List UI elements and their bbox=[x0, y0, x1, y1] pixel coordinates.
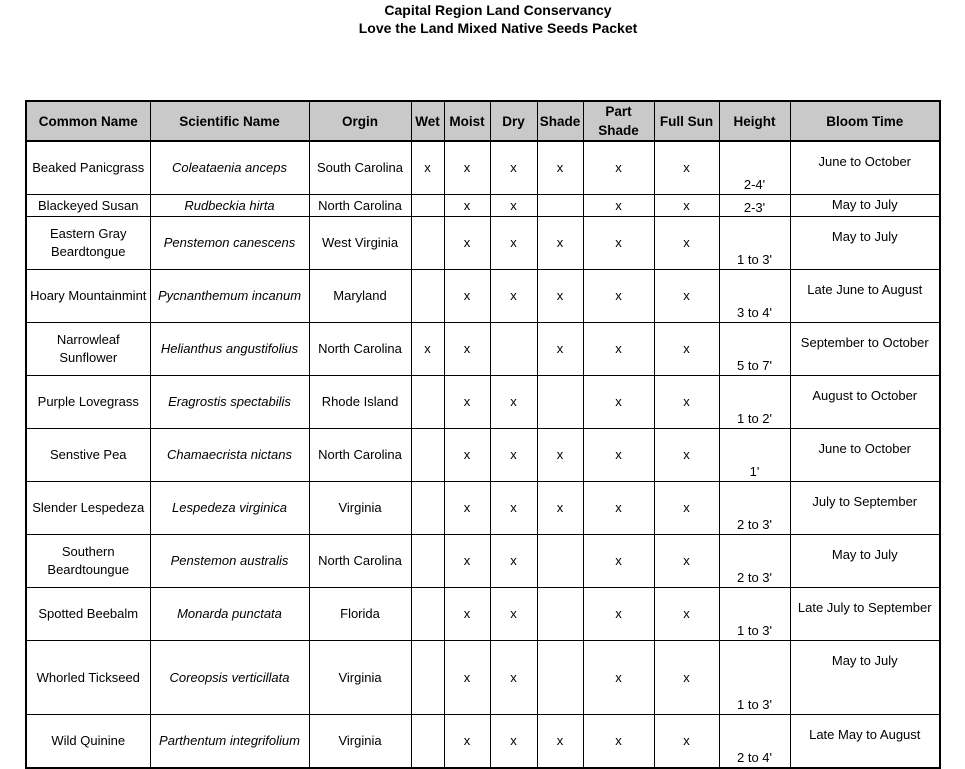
dry-cell: x bbox=[490, 429, 537, 482]
bloom-time-cell: Late June to August bbox=[790, 270, 940, 323]
shade-cell: x bbox=[537, 141, 583, 195]
dry-cell: x bbox=[490, 588, 537, 641]
common-name-cell: Blackeyed Susan bbox=[26, 195, 150, 217]
bloom-time-cell: Late July to September bbox=[790, 588, 940, 641]
full-sun-cell: x bbox=[654, 195, 719, 217]
part-shade-cell: x bbox=[583, 588, 654, 641]
full-sun-cell: x bbox=[654, 141, 719, 195]
shade-cell: x bbox=[537, 323, 583, 376]
bloom-time-cell: August to October bbox=[790, 376, 940, 429]
scientific-name-cell: Helianthus angustifolius bbox=[150, 323, 309, 376]
table-row bbox=[26, 535, 940, 588]
table-row bbox=[26, 270, 940, 323]
dry-cell: x bbox=[490, 270, 537, 323]
shade-cell: x bbox=[537, 482, 583, 535]
shade-cell bbox=[537, 641, 583, 715]
col-header-wet: Wet bbox=[411, 101, 444, 141]
origin-cell: Virginia bbox=[309, 641, 411, 715]
full-sun-cell: x bbox=[654, 535, 719, 588]
moist-cell: x bbox=[444, 217, 490, 270]
origin-cell: Virginia bbox=[309, 482, 411, 535]
origin-cell: Virginia bbox=[309, 715, 411, 769]
origin-cell: Maryland bbox=[309, 270, 411, 323]
origin-cell: North Carolina bbox=[309, 535, 411, 588]
moist-cell: x bbox=[444, 270, 490, 323]
table-row bbox=[26, 195, 940, 217]
common-name-cell: Narrowleaf Sunflower bbox=[26, 323, 150, 376]
scientific-name-cell: Chamaecrista nictans bbox=[150, 429, 309, 482]
origin-cell: North Carolina bbox=[309, 429, 411, 482]
origin-cell: Rhode Island bbox=[309, 376, 411, 429]
dry-cell: x bbox=[490, 535, 537, 588]
part-shade-cell: x bbox=[583, 376, 654, 429]
dry-cell: x bbox=[490, 195, 537, 217]
moist-cell: x bbox=[444, 429, 490, 482]
common-name-cell: Hoary Mountainmint bbox=[26, 270, 150, 323]
height-cell: 1' bbox=[719, 429, 790, 482]
shade-cell bbox=[537, 376, 583, 429]
height-cell: 2-4' bbox=[719, 141, 790, 195]
full-sun-cell: x bbox=[654, 715, 719, 769]
moist-cell: x bbox=[444, 715, 490, 769]
table-row bbox=[26, 376, 940, 429]
common-name-cell: Purple Lovegrass bbox=[26, 376, 150, 429]
shade-cell bbox=[537, 588, 583, 641]
height-cell: 5 to 7' bbox=[719, 323, 790, 376]
table-row bbox=[26, 641, 940, 715]
col-header-height: Height bbox=[719, 101, 790, 141]
full-sun-cell: x bbox=[654, 217, 719, 270]
table-row bbox=[26, 217, 940, 270]
scientific-name-cell: Lespedeza virginica bbox=[150, 482, 309, 535]
full-sun-cell: x bbox=[654, 376, 719, 429]
height-cell: 2 to 3' bbox=[719, 482, 790, 535]
dry-cell: x bbox=[490, 217, 537, 270]
wet-cell bbox=[411, 217, 444, 270]
common-name-cell: Spotted Beebalm bbox=[26, 588, 150, 641]
dry-cell: x bbox=[490, 641, 537, 715]
origin-cell: West Virginia bbox=[309, 217, 411, 270]
moist-cell: x bbox=[444, 141, 490, 195]
full-sun-cell: x bbox=[654, 482, 719, 535]
part-shade-cell: x bbox=[583, 141, 654, 195]
table-row bbox=[26, 141, 940, 195]
moist-cell: x bbox=[444, 376, 490, 429]
moist-cell: x bbox=[444, 535, 490, 588]
origin-cell: North Carolina bbox=[309, 323, 411, 376]
wet-cell bbox=[411, 376, 444, 429]
table-row bbox=[26, 715, 940, 769]
table-row bbox=[26, 323, 940, 376]
moist-cell: x bbox=[444, 641, 490, 715]
origin-cell: South Carolina bbox=[309, 141, 411, 195]
col-header-moist: Moist bbox=[444, 101, 490, 141]
col-header-origin: Orgin bbox=[309, 101, 411, 141]
height-cell: 2 to 3' bbox=[719, 535, 790, 588]
shade-cell: x bbox=[537, 429, 583, 482]
common-name-cell: Beaked Panicgrass bbox=[26, 141, 150, 195]
common-name-cell: Senstive Pea bbox=[26, 429, 150, 482]
full-sun-cell: x bbox=[654, 323, 719, 376]
part-shade-cell: x bbox=[583, 482, 654, 535]
moist-cell: x bbox=[444, 323, 490, 376]
wet-cell: x bbox=[411, 323, 444, 376]
full-sun-cell: x bbox=[654, 429, 719, 482]
full-sun-cell: x bbox=[654, 588, 719, 641]
bloom-time-cell: May to July bbox=[790, 195, 940, 217]
height-cell: 1 to 3' bbox=[719, 641, 790, 715]
part-shade-cell: x bbox=[583, 535, 654, 588]
wet-cell bbox=[411, 270, 444, 323]
part-shade-cell: x bbox=[583, 641, 654, 715]
col-header-bloom-time: Bloom Time bbox=[790, 101, 940, 141]
dry-cell: x bbox=[490, 715, 537, 769]
table-row bbox=[26, 588, 940, 641]
dry-cell: x bbox=[490, 482, 537, 535]
part-shade-cell: x bbox=[583, 270, 654, 323]
height-cell: 1 to 2' bbox=[719, 376, 790, 429]
scientific-name-cell: Penstemon australis bbox=[150, 535, 309, 588]
document-title: Capital Region Land Conservancy bbox=[384, 2, 612, 18]
scientific-name-cell: Penstemon canescens bbox=[150, 217, 309, 270]
part-shade-cell: x bbox=[583, 715, 654, 769]
wet-cell bbox=[411, 195, 444, 217]
scientific-name-cell: Coleataenia anceps bbox=[150, 141, 309, 195]
table-row bbox=[26, 482, 940, 535]
moist-cell: x bbox=[444, 195, 490, 217]
wet-cell bbox=[411, 588, 444, 641]
full-sun-cell: x bbox=[654, 270, 719, 323]
bloom-time-cell: May to July bbox=[790, 641, 940, 715]
col-header-dry: Dry bbox=[490, 101, 537, 141]
table-body bbox=[26, 141, 940, 768]
col-header-full-sun: Full Sun bbox=[654, 101, 719, 141]
full-sun-cell: x bbox=[654, 641, 719, 715]
scientific-name-cell: Coreopsis verticillata bbox=[150, 641, 309, 715]
bloom-time-cell: Late May to August bbox=[790, 715, 940, 769]
header-row bbox=[26, 101, 940, 141]
common-name-cell: Slender Lespedeza bbox=[26, 482, 150, 535]
dry-cell: x bbox=[490, 141, 537, 195]
moist-cell: x bbox=[444, 482, 490, 535]
dry-cell bbox=[490, 323, 537, 376]
col-header-common-name: Common Name bbox=[26, 101, 150, 141]
height-cell: 2-3' bbox=[719, 195, 790, 217]
height-cell: 1 to 3' bbox=[719, 217, 790, 270]
origin-cell: Florida bbox=[309, 588, 411, 641]
part-shade-cell: x bbox=[583, 195, 654, 217]
shade-cell bbox=[537, 535, 583, 588]
shade-cell bbox=[537, 195, 583, 217]
table-row bbox=[26, 429, 940, 482]
scientific-name-cell: Eragrostis spectabilis bbox=[150, 376, 309, 429]
height-cell: 1 to 3' bbox=[719, 588, 790, 641]
document-subtitle: Love the Land Mixed Native Seeds Packet bbox=[358, 20, 638, 36]
bloom-time-cell: May to July bbox=[790, 535, 940, 588]
origin-cell: North Carolina bbox=[309, 195, 411, 217]
wet-cell bbox=[411, 641, 444, 715]
shade-cell: x bbox=[537, 715, 583, 769]
bloom-time-cell: June to October bbox=[790, 141, 940, 195]
col-header-scientific-name: Scientific Name bbox=[150, 101, 309, 141]
col-header-shade: Shade bbox=[537, 101, 583, 141]
common-name-cell: Wild Quinine bbox=[26, 715, 150, 769]
scientific-name-cell: Pycnanthemum incanum bbox=[150, 270, 309, 323]
scientific-name-cell: Parthentum integrifolium bbox=[150, 715, 309, 769]
wet-cell: x bbox=[411, 141, 444, 195]
wet-cell bbox=[411, 715, 444, 769]
height-cell: 2 to 4' bbox=[719, 715, 790, 769]
part-shade-cell: x bbox=[583, 323, 654, 376]
shade-cell: x bbox=[537, 217, 583, 270]
part-shade-cell: x bbox=[583, 217, 654, 270]
dry-cell: x bbox=[490, 376, 537, 429]
common-name-cell: Southern Beardtoungue bbox=[26, 535, 150, 588]
shade-cell: x bbox=[537, 270, 583, 323]
bloom-time-cell: September to October bbox=[790, 323, 940, 376]
wet-cell bbox=[411, 535, 444, 588]
common-name-cell: Whorled Tickseed bbox=[26, 641, 150, 715]
height-cell: 3 to 4' bbox=[719, 270, 790, 323]
wet-cell bbox=[411, 482, 444, 535]
part-shade-cell: x bbox=[583, 429, 654, 482]
common-name-cell: Eastern Gray Beardtongue bbox=[26, 217, 150, 270]
scientific-name-cell: Monarda punctata bbox=[150, 588, 309, 641]
scientific-name-cell: Rudbeckia hirta bbox=[150, 195, 309, 217]
seed-table bbox=[25, 100, 941, 769]
bloom-time-cell: June to October bbox=[790, 429, 940, 482]
bloom-time-cell: May to July bbox=[790, 217, 940, 270]
bloom-time-cell: July to September bbox=[790, 482, 940, 535]
moist-cell: x bbox=[444, 588, 490, 641]
col-header-part-shade: Part Shade bbox=[583, 101, 654, 141]
wet-cell bbox=[411, 429, 444, 482]
